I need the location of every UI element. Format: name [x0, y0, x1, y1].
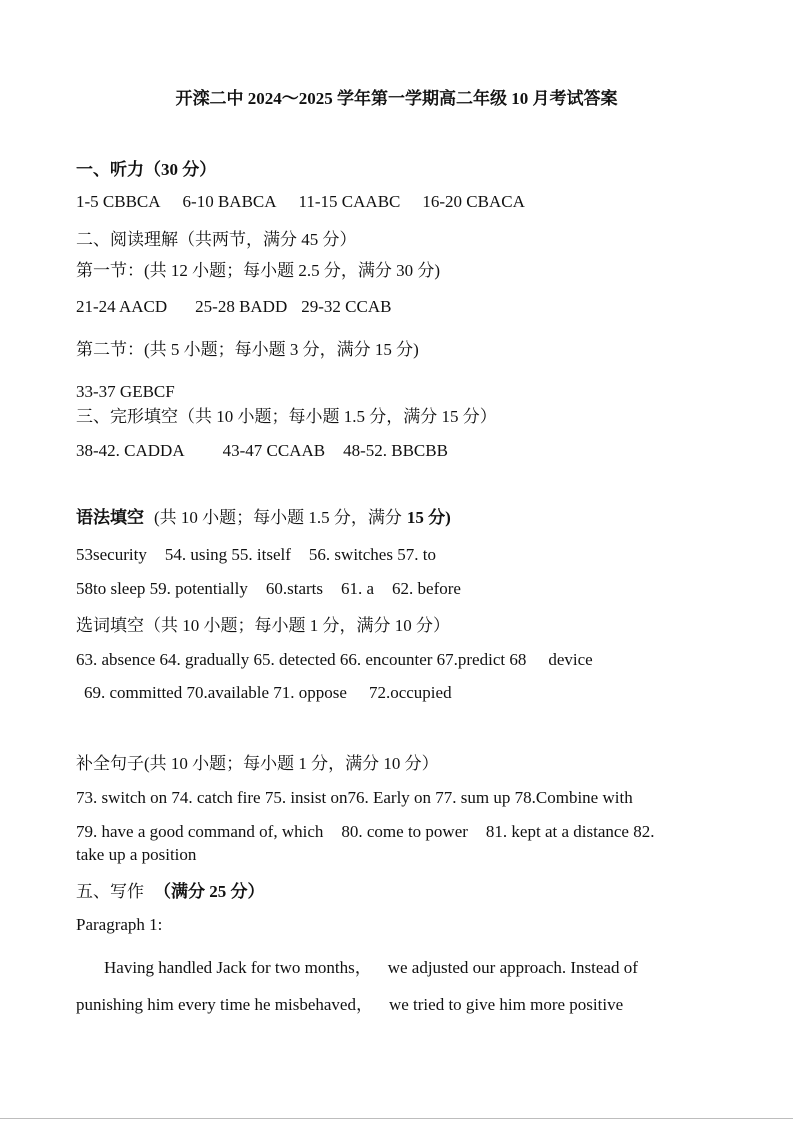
reading-answer-group: 25-28 BADD	[195, 297, 288, 316]
sentence-completion-heading: 补全句子(共 10 小题；每小题 1 分，满分 10 分）	[76, 754, 439, 773]
sentence-answer: 81. kept at a distance 82.	[485, 822, 655, 841]
grammar-answer: 60.starts	[265, 579, 323, 598]
grammar-heading-points: 15 分)	[406, 508, 451, 527]
writing-heading-points: （满分 25 分）	[154, 882, 265, 901]
listening-answer-group: 6-10 BABCA	[182, 192, 277, 211]
reading-section2-heading: 第二节：(共 5 小题；每小题 3 分，满分 15 分)	[76, 340, 419, 359]
grammar-heading-note: (共 10 小题；每小题 1.5 分，满分	[154, 508, 402, 527]
word-choice-answer: 69. committed 70.available 71. oppose	[84, 683, 347, 702]
sentence-answer: 79. have a good command of, which	[76, 822, 324, 841]
grammar-answer: 56. switches 57. to	[308, 545, 436, 564]
grammar-heading-title: 语法填空	[76, 508, 144, 527]
listening-answer-group: 11-15 CAABC	[298, 192, 401, 211]
reading-answer-group: 21-24 AACD	[76, 297, 168, 316]
listening-answer-group: 16-20 CBACA	[422, 192, 525, 211]
reading-section1-heading: 第一节：(共 12 小题；每小题 2.5 分，满分 30 分)	[76, 261, 441, 280]
essay-text: Having handled Jack for two months，	[104, 958, 372, 977]
word-choice-answer: 63. absence 64. gradually 65. detected 66. encounter 67.predict 68	[76, 650, 527, 669]
grammar-answers-line-2	[76, 578, 461, 600]
reading-answer-group: 29-32 CCAB	[301, 297, 392, 316]
grammar-heading	[76, 507, 451, 529]
paragraph-label: Paragraph 1:	[76, 915, 163, 934]
grammar-answer: 61. a	[341, 579, 375, 598]
cloze-heading: 三、完形填空（共 10 小题；每小题 1.5 分，满分 15 分）	[76, 407, 497, 426]
reading-heading: 二、阅读理解（共两节，满分 45 分）	[76, 230, 357, 249]
sentence-answer: 80. come to power	[341, 822, 468, 841]
writing-heading-title: 五、写作	[76, 882, 144, 901]
word-choice-answer: 72.occupied	[368, 683, 452, 702]
writing-heading	[76, 881, 265, 903]
listening-answer-group: 1-5 CBBCA	[76, 192, 161, 211]
listening-answers	[76, 191, 525, 213]
page-title: 开滦二中 2024～2025 学年第一学期高二年级 10 月考试答案	[175, 89, 618, 108]
grammar-answer: 58to sleep 59. potentially	[76, 579, 248, 598]
grammar-answers-line-1	[76, 544, 436, 566]
sentence-completion-line-2	[76, 821, 654, 843]
cloze-answer-group: 48-52. BBCBB	[343, 441, 448, 460]
essay-line-1	[104, 957, 638, 979]
cloze-answer-group: 38-42. CADDA	[76, 441, 185, 460]
grammar-answer: 53security	[76, 545, 147, 564]
cloze-answer-group: 43-47 CCAAB	[222, 441, 326, 460]
word-choice-answer: device	[548, 650, 593, 669]
essay-text: punishing him every time he misbehaved，	[76, 995, 373, 1014]
grammar-answer: 62. before	[392, 579, 461, 598]
essay-text: we adjusted our approach. Instead of	[387, 958, 638, 977]
sentence-completion-line-3: take up a position	[76, 845, 197, 864]
reading-section2-answers: 33-37 GEBCF	[76, 382, 175, 401]
essay-text: we tried to give him more positive	[388, 995, 624, 1014]
word-choice-answers-line-2	[84, 682, 452, 704]
page-bottom-rule	[0, 1118, 793, 1119]
word-choice-heading: 选词填空（共 10 小题；每小题 1 分，满分 10 分）	[76, 616, 450, 635]
word-choice-answers-line-1	[76, 649, 593, 671]
essay-line-2	[76, 994, 623, 1016]
listening-heading: 一、听力（30 分）	[76, 160, 217, 179]
grammar-answer: 54. using 55. itself	[164, 545, 291, 564]
cloze-answers	[76, 440, 448, 462]
reading-section1-answers	[76, 296, 391, 318]
sentence-completion-line-1: 73. switch on 74. catch fire 75. insist on76. Early on 77. sum up 78.Combine with	[76, 788, 633, 807]
